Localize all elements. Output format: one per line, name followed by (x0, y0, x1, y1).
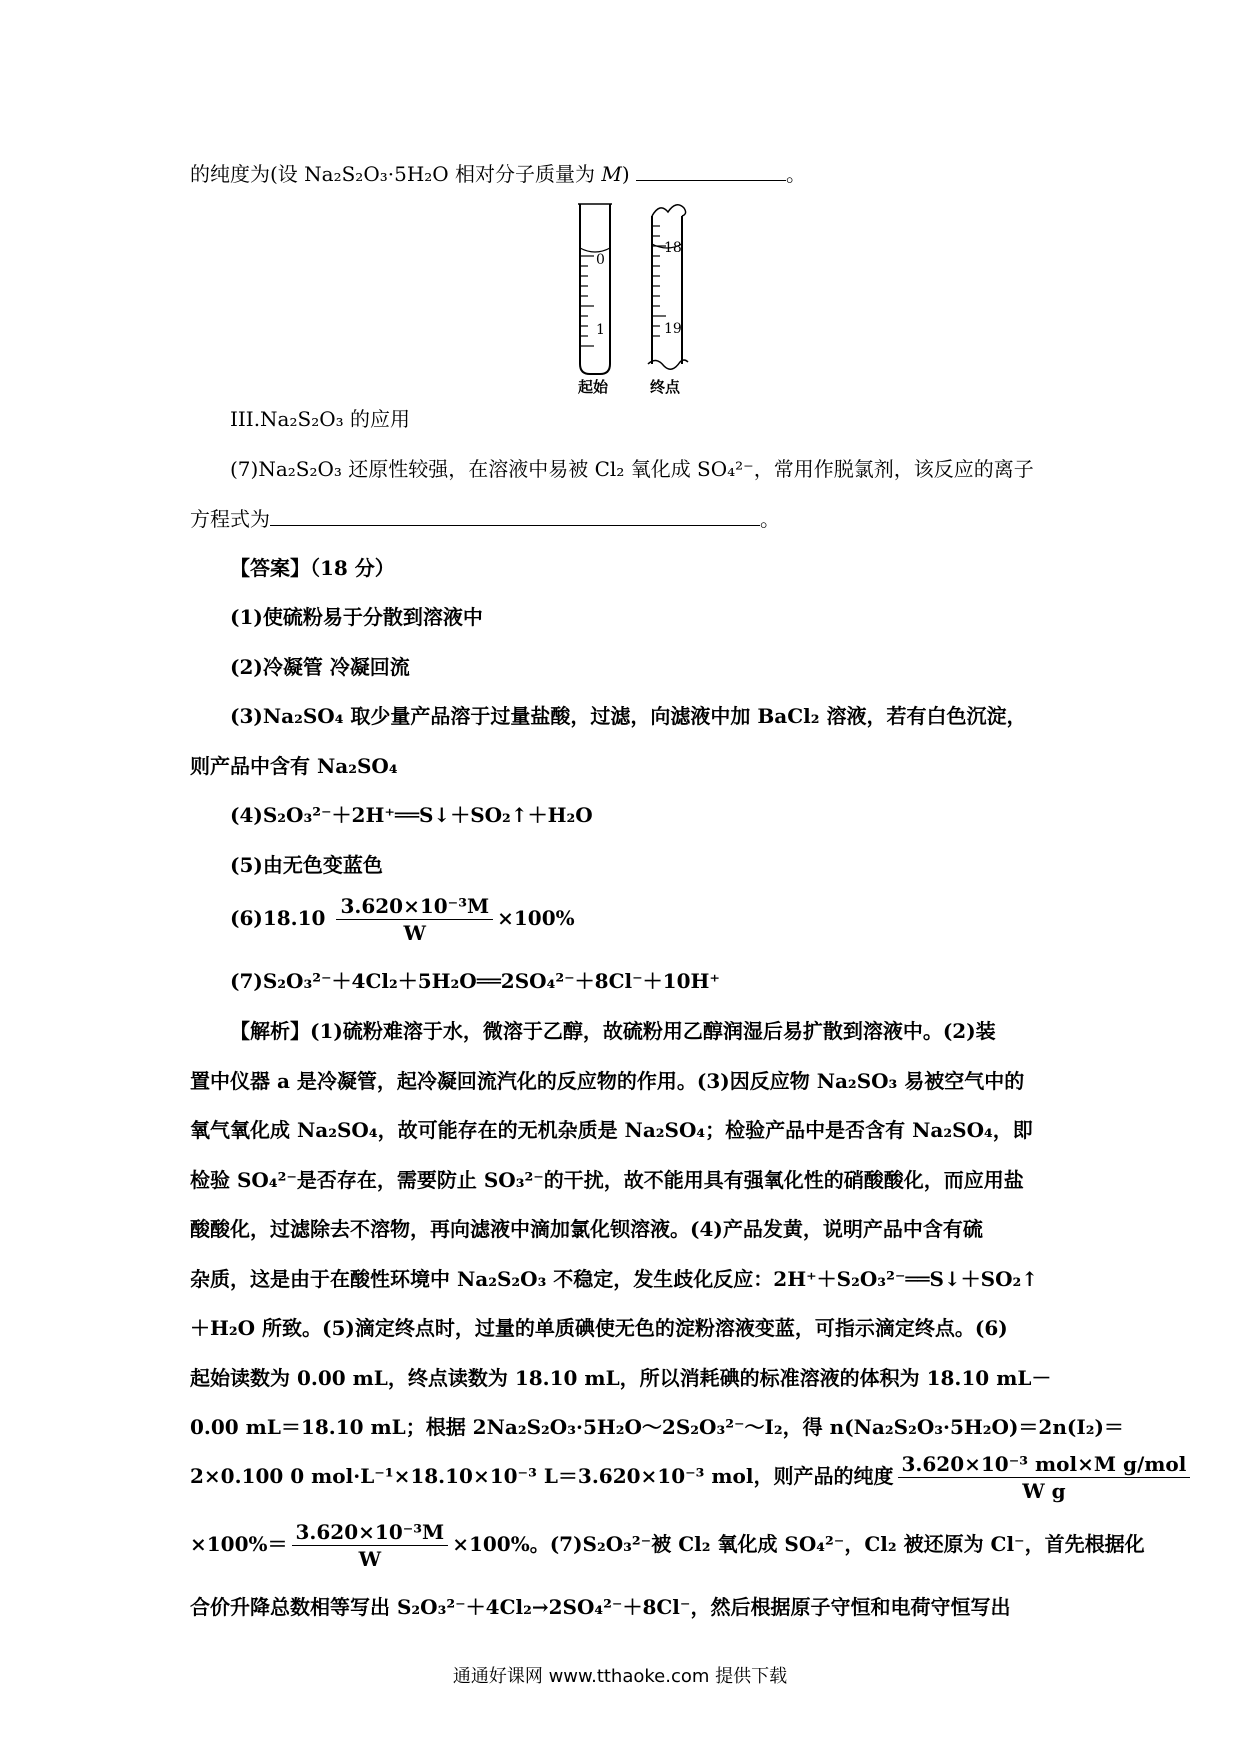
left-burette (580, 204, 610, 374)
purity-question-close: ) (621, 162, 630, 186)
analysis-11-fraction (292, 1519, 449, 1572)
answer-3-line-1: (3)Na₂SO₄ 取少量产品溶于过量盐酸，过滤，向滤液中加 BaCl₂ 溶液，若有白色沉淀， (230, 704, 1027, 728)
right-bottom-label: 19 (664, 321, 682, 337)
answer-4: (4)S₂O₃²⁻＋2H⁺══S↓＋SO₂↑＋H₂O (230, 803, 593, 827)
period: 。 (786, 162, 807, 186)
q7-prefix: 方程式为 (190, 507, 270, 531)
answer-7: (7)S₂O₃²⁻＋4Cl₂＋5H₂O══2SO₄²⁻＋8Cl⁻＋10H⁺ (230, 969, 720, 993)
analysis-line-4: 检验 SO₄²⁻是否存在，需要防止 SO₃²⁻的干扰，故不能用具有强氧化性的硝酸酸化，而应用盐 (190, 1168, 1024, 1192)
answer-6-suffix: ×100% (497, 906, 575, 930)
analysis-line-6: 杂质，这是由于在酸性环境中 Na₂S₂O₃ 不稳定，发生歧化反应：2H⁺＋S₂O₃²⁻══S↓＋SO₂↑ (190, 1267, 1039, 1291)
period: 。 (760, 507, 780, 531)
fraction-numerator: 3.620×10⁻³ mol×M g/mol (898, 1451, 1191, 1478)
q7-line-2 (190, 503, 1070, 534)
left-caption: 起始 (578, 378, 609, 396)
answer-1: (1)使硫粉易于分散到溶液中 (230, 605, 483, 629)
analysis-line-11 (190, 1514, 1145, 1574)
fraction-denominator: W (358, 1547, 382, 1571)
analysis-line-5: 酸酸化，过滤除去不溶物，再向滤液中滴加氯化钡溶液。(4)产品发黄，说明产品中含有硫 (190, 1217, 983, 1241)
variable-m: M (601, 162, 622, 186)
answer-3-line-2: 则产品中含有 Na₂SO₄ (190, 754, 398, 778)
analysis-11-prefix: ×100%＝ (190, 1532, 288, 1556)
fraction-numerator: 3.620×10⁻³M (292, 1519, 449, 1546)
analysis-line-7: ＋H₂O 所致。(5)滴定终点时，过量的单质碘使无色的淀粉溶液变蓝，可指示滴定终点。(6) (190, 1316, 1008, 1340)
answer-6-fraction (336, 893, 493, 946)
answer-blank (636, 158, 786, 181)
section-3-title: III.Na₂S₂O₃ 的应用 (230, 407, 410, 431)
analysis-line-12: 合价升降总数相等写出 S₂O₃²⁻＋4Cl₂→2SO₄²⁻＋8Cl⁻，然后根据原子守恒和电荷守恒写出 (190, 1595, 1011, 1619)
right-burette (652, 216, 682, 364)
left-bottom-label: 1 (596, 322, 605, 338)
analysis-line-2: 置中仪器 a 是冷凝管，起冷凝回流汽化的反应物的作用。(3)因反应物 Na₂SO₃ 易被空气中的 (190, 1069, 1025, 1093)
analysis-10-text: 2×0.100 0 mol·L⁻¹×18.10×10⁻³ L＝3.620×10⁻³ mol，则产品的纯度 (190, 1464, 894, 1488)
analysis-line-8: 起始读数为 0.00 mL，终点读数为 18.10 mL，所以消耗碘的标准溶液的体积为 18.10 mL－ (190, 1366, 1052, 1390)
burette-figure (560, 196, 720, 396)
answer-blank-long (270, 503, 760, 526)
purity-question-text: 的纯度为(设 Na₂S₂O₃·5H₂O 相对分子质量为 (190, 162, 596, 186)
q7-line-1: (7)Na₂S₂O₃ 还原性较强，在溶液中易被 Cl₂ 氧化成 SO₄²⁻，常用作脱氯剂，该反应的离子 (230, 457, 1034, 481)
purity-question-line (190, 158, 1070, 189)
answer-5: (5)由无色变蓝色 (230, 853, 383, 877)
fraction-denominator: W g (1022, 1479, 1066, 1503)
fraction-denominator: W (403, 921, 426, 945)
analysis-line-1: 【解析】(1)硫粉难溶于水，微溶于乙醇，故硫粉用乙醇润湿后易扩散到溶液中。(2)装 (230, 1019, 996, 1043)
right-caption: 终点 (650, 378, 681, 396)
answer-6-value: (6)18.10 (230, 906, 326, 930)
left-top-label: 0 (596, 252, 605, 268)
analysis-line-9: 0.00 mL＝18.10 mL；根据 2Na₂S₂O₃·5H₂O～2S₂O₃²⁻～I₂，得 n(Na₂S₂O₃·5H₂O)＝2n(I₂)＝ (190, 1415, 1124, 1439)
analysis-line-10 (190, 1446, 1187, 1506)
analysis-10-fraction (898, 1451, 1191, 1504)
right-top-label: 18 (664, 240, 682, 256)
analysis-11-suffix: ×100%。(7)S₂O₃²⁻被 Cl₂ 氧化成 SO₄²⁻，Cl₂ 被还原为 Cl⁻，首先根据化 (452, 1532, 1145, 1556)
answer-2: (2)冷凝管 冷凝回流 (230, 655, 410, 679)
fraction-numerator: 3.620×10⁻³M (336, 893, 493, 920)
analysis-line-3: 氧气氧化成 Na₂SO₄，故可能存在的无机杂质是 Na₂SO₄；检验产品中是否含有 Na₂SO₄，即 (190, 1118, 1033, 1142)
answer-title: 【答案】（18 分） (230, 556, 395, 580)
footer-watermark: 通通好课网 www.tthaoke.com 提供下载 (452, 1666, 788, 1687)
answer-6 (230, 888, 1110, 948)
